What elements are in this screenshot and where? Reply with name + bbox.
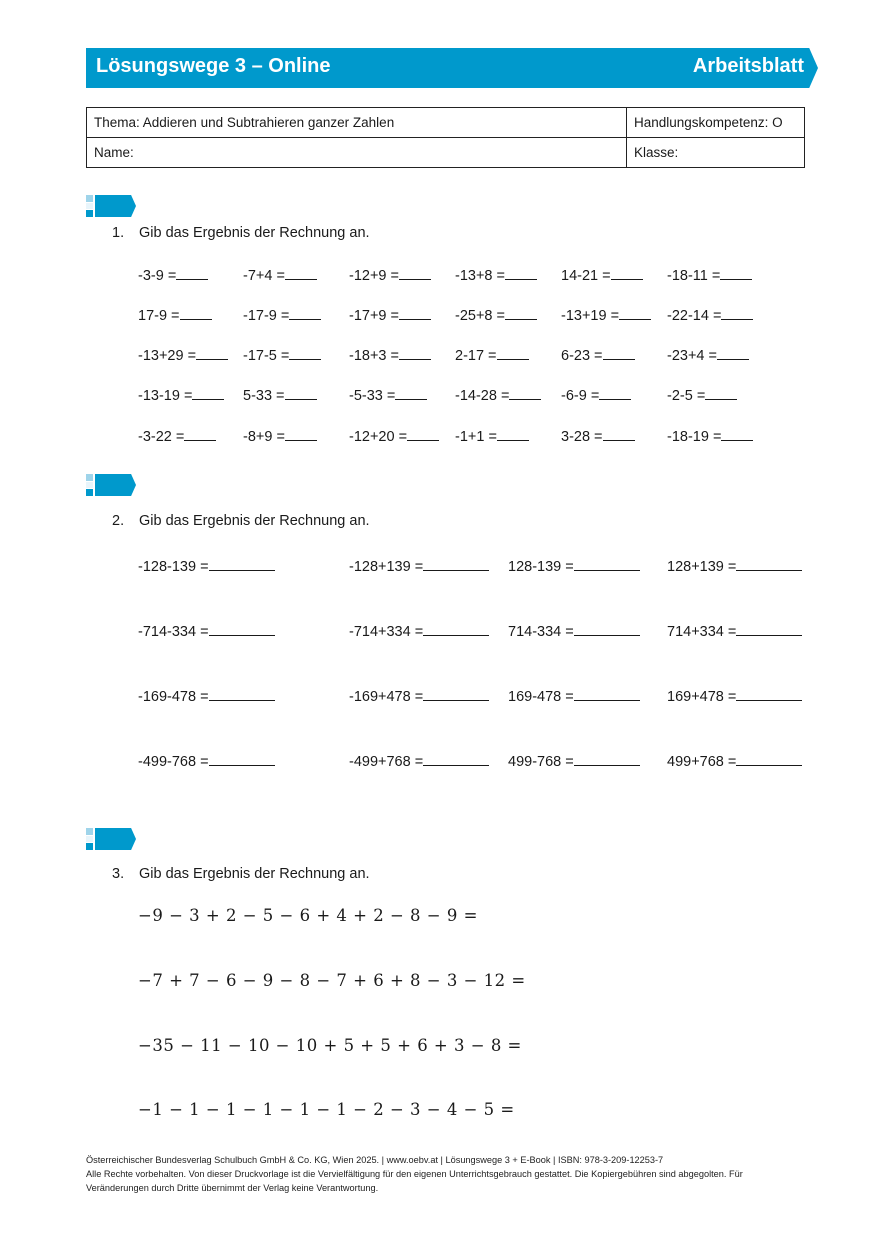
- task-3-number: 3.: [112, 866, 125, 882]
- exercise-expression: -17+9 =: [349, 308, 399, 324]
- exercise-expression: -3-22 =: [138, 429, 185, 445]
- exercise-item: [667, 385, 737, 404]
- exercise-item: [349, 751, 489, 770]
- exercise-item: [349, 385, 427, 404]
- exercise-row: [0, 385, 890, 405]
- answer-blank[interactable]: [209, 621, 275, 636]
- exercise-item: [561, 426, 635, 445]
- answer-blank[interactable]: [209, 556, 275, 571]
- exercise-expression: 3-28 =: [561, 429, 603, 445]
- answer-blank[interactable]: [209, 751, 275, 766]
- task-2-number: 2.: [112, 513, 125, 529]
- exercise-item: [667, 265, 752, 284]
- exercise-expression: -18-19 =: [667, 429, 722, 445]
- exercise-row: [0, 686, 890, 706]
- exercise-expression: -18+3 =: [349, 348, 399, 364]
- answer-blank[interactable]: [285, 385, 317, 400]
- answer-blank[interactable]: [574, 751, 640, 766]
- exercise-item: [243, 385, 317, 404]
- answer-blank[interactable]: [505, 265, 537, 280]
- math-expression: −9 − 3 + 2 − 5 − 6 + 4 + 2 − 8 − 9 =: [138, 906, 478, 925]
- competence-cell: Handlungskompetenz: O: [627, 108, 805, 138]
- answer-blank[interactable]: [611, 265, 643, 280]
- answer-blank[interactable]: [176, 265, 208, 280]
- exercise-expression: 169+478 =: [667, 689, 737, 705]
- exercise-item: [667, 426, 753, 445]
- name-field[interactable]: Name:: [87, 138, 627, 168]
- document-type-label: Arbeitsblatt: [692, 55, 804, 77]
- task-3-instruction: Gib das Ergebnis der Rechnung an.: [139, 866, 370, 882]
- exercise-item: [508, 686, 640, 705]
- answer-blank[interactable]: [736, 621, 802, 636]
- answer-blank[interactable]: [285, 426, 317, 441]
- task-3-heading: [112, 866, 370, 882]
- exercise-expression: -12+9 =: [349, 268, 399, 284]
- exercise-item: [138, 385, 224, 404]
- section-marker-1: [86, 195, 136, 217]
- exercise-expression: -169-478 =: [138, 689, 209, 705]
- exercise-item: [667, 621, 802, 640]
- exercise-expression: -499-768 =: [138, 754, 209, 770]
- exercise-row: [0, 621, 890, 641]
- answer-blank[interactable]: [736, 686, 802, 701]
- exercise-item: [349, 305, 431, 324]
- exercise-row: [0, 265, 890, 285]
- answer-blank[interactable]: [423, 621, 489, 636]
- exercise-expression: -13+8 =: [455, 268, 505, 284]
- exercise-item: [455, 385, 541, 404]
- exercise-expression: -714+334 =: [349, 624, 424, 640]
- exercise-row: [0, 751, 890, 771]
- exercise-expression: -1+1 =: [455, 429, 497, 445]
- exercise-expression: -14-28 =: [455, 388, 510, 404]
- exercise-expression: -18-11 =: [667, 268, 721, 284]
- exercise-expression: 5-33 =: [243, 388, 285, 404]
- answer-blank[interactable]: [736, 556, 802, 571]
- page-title: Lösungswege 3 – Online: [96, 55, 331, 77]
- exercise-item: [138, 686, 275, 705]
- exercise-expression: -23+4 =: [667, 348, 717, 364]
- exercise-expression: -13+29 =: [138, 348, 197, 364]
- footer-rights-line: Alle Rechte vorbehalten. Von dieser Druckvorlage ist die Vervielfältigung für den eigenen Unterrichtsgebrauch gestattet. Die Kopiergebühren sind abgegolten. Für: [86, 1169, 743, 1179]
- exercise-row: [0, 556, 890, 576]
- answer-blank[interactable]: [399, 265, 431, 280]
- answer-blank[interactable]: [721, 305, 753, 320]
- exercise-expression: 714+334 =: [667, 624, 737, 640]
- task-2-heading: [112, 513, 370, 529]
- answer-blank[interactable]: [505, 305, 537, 320]
- exercise-row: [0, 305, 890, 325]
- answer-blank[interactable]: [619, 305, 651, 320]
- exercise-item: [243, 305, 321, 324]
- exercise-item: [455, 305, 537, 324]
- exercise-row: [0, 345, 890, 365]
- exercise-item: [138, 621, 275, 640]
- exercise-expression: -13+19 =: [561, 308, 620, 324]
- exercise-expression: 128-139 =: [508, 559, 574, 575]
- answer-blank[interactable]: [285, 265, 317, 280]
- exercise-item: [349, 265, 431, 284]
- exercise-item: [561, 345, 635, 364]
- answer-blank[interactable]: [423, 556, 489, 571]
- exercise-expression: 128+139 =: [667, 559, 737, 575]
- exercise-expression: -499+768 =: [349, 754, 424, 770]
- exercise-item: [138, 345, 228, 364]
- exercise-expression: -17-5 =: [243, 348, 290, 364]
- answer-blank[interactable]: [192, 385, 224, 400]
- section-marker-3: [86, 828, 136, 850]
- exercise-item: [455, 345, 529, 364]
- math-expression: −7 + 7 − 6 − 9 − 8 − 7 + 6 + 8 − 3 − 12 =: [138, 971, 526, 990]
- section-marker-2: [86, 474, 136, 496]
- exercise-item: [667, 305, 753, 324]
- answer-blank[interactable]: [497, 345, 529, 360]
- exercise-item: [667, 751, 802, 770]
- answer-blank[interactable]: [395, 385, 427, 400]
- exercise-item: [508, 621, 640, 640]
- answer-blank[interactable]: [497, 426, 529, 441]
- topic-cell: Thema: Addieren und Subtrahieren ganzer Zahlen: [87, 108, 627, 138]
- math-expression: −1 − 1 − 1 − 1 − 1 − 1 − 2 − 3 − 4 − 5 =: [138, 1100, 515, 1119]
- exercise-item: [667, 556, 802, 575]
- exercise-item: [561, 305, 651, 324]
- answer-blank[interactable]: [603, 426, 635, 441]
- exercise-item: [561, 385, 631, 404]
- exercise-expression: -13-19 =: [138, 388, 193, 404]
- answer-blank[interactable]: [717, 345, 749, 360]
- answer-blank[interactable]: [574, 556, 640, 571]
- answer-blank[interactable]: [705, 385, 737, 400]
- exercise-expression: -22-14 =: [667, 308, 722, 324]
- exercise-expression: -5-33 =: [349, 388, 396, 404]
- exercise-item: [138, 556, 275, 575]
- exercise-expression: 499-768 =: [508, 754, 574, 770]
- footer-publisher-line: Österreichischer Bundesverlag Schulbuch GmbH & Co. KG, Wien 2025. | www.oebv.at | Lösungswege 3 + E-Book | ISBN: 978-3-209-12253-7: [86, 1155, 664, 1165]
- exercise-expression: 714-334 =: [508, 624, 574, 640]
- task-1-heading: [112, 225, 370, 241]
- exercise-item: [138, 426, 216, 445]
- footer-responsibility-line: Veränderungen durch Dritte übernimmt der Verlag keine Verantwortung.: [86, 1183, 379, 1193]
- answer-blank[interactable]: [603, 345, 635, 360]
- answer-blank[interactable]: [196, 345, 228, 360]
- exercise-expression: -8+9 =: [243, 429, 285, 445]
- exercise-item: [243, 426, 317, 445]
- answer-blank[interactable]: [574, 621, 640, 636]
- class-field[interactable]: Klasse:: [627, 138, 805, 168]
- exercise-expression: -25+8 =: [455, 308, 505, 324]
- exercise-expression: 2-17 =: [455, 348, 497, 364]
- exercise-expression: -3-9 =: [138, 268, 177, 284]
- exercise-item: [508, 556, 640, 575]
- task-2-instruction: Gib das Ergebnis der Rechnung an.: [139, 513, 370, 529]
- exercise-expression: 499+768 =: [667, 754, 737, 770]
- exercise-item: [349, 345, 431, 364]
- answer-blank[interactable]: [399, 345, 431, 360]
- math-expression: −35 − 11 − 10 − 10 + 5 + 5 + 6 + 3 − 8 =: [138, 1036, 522, 1055]
- exercise-expression: -128+139 =: [349, 559, 424, 575]
- task-1-number: 1.: [112, 225, 125, 241]
- exercise-item: [349, 621, 489, 640]
- exercise-expression: -128-139 =: [138, 559, 209, 575]
- answer-blank[interactable]: [184, 426, 216, 441]
- exercise-item: [349, 426, 439, 445]
- answer-blank[interactable]: [574, 686, 640, 701]
- exercise-expression: -714-334 =: [138, 624, 209, 640]
- exercise-item: [349, 686, 489, 705]
- exercise-item: [138, 305, 212, 324]
- exercise-expression: 169-478 =: [508, 689, 574, 705]
- exercise-item: [138, 265, 208, 284]
- answer-blank[interactable]: [599, 385, 631, 400]
- answer-blank[interactable]: [721, 426, 753, 441]
- answer-blank[interactable]: [423, 751, 489, 766]
- answer-blank[interactable]: [407, 426, 439, 441]
- exercise-expression: 14-21 =: [561, 268, 611, 284]
- exercise-item: [667, 686, 802, 705]
- answer-blank[interactable]: [423, 686, 489, 701]
- task-1-instruction: Gib das Ergebnis der Rechnung an.: [139, 225, 370, 241]
- answer-blank[interactable]: [209, 686, 275, 701]
- footer: [86, 1153, 806, 1195]
- info-table: [86, 107, 805, 168]
- exercise-item: [243, 265, 317, 284]
- exercise-item: [243, 345, 321, 364]
- exercise-item: [508, 751, 640, 770]
- answer-blank[interactable]: [289, 345, 321, 360]
- exercise-expression: -169+478 =: [349, 689, 424, 705]
- answer-blank[interactable]: [180, 305, 212, 320]
- exercise-expression: -7+4 =: [243, 268, 285, 284]
- answer-blank[interactable]: [399, 305, 431, 320]
- exercise-expression: 17-9 =: [138, 308, 180, 324]
- exercise-item: [455, 426, 529, 445]
- exercise-item: [349, 556, 489, 575]
- exercise-expression: -17-9 =: [243, 308, 290, 324]
- exercise-item: [561, 265, 643, 284]
- exercise-expression: -12+20 =: [349, 429, 408, 445]
- exercise-row: [0, 426, 890, 446]
- exercise-expression: -6-9 =: [561, 388, 600, 404]
- exercise-item: [455, 265, 537, 284]
- exercise-item: [667, 345, 749, 364]
- exercise-expression: -2-5 =: [667, 388, 706, 404]
- answer-blank[interactable]: [509, 385, 541, 400]
- answer-blank[interactable]: [289, 305, 321, 320]
- answer-blank[interactable]: [736, 751, 802, 766]
- exercise-item: [138, 751, 275, 770]
- answer-blank[interactable]: [720, 265, 752, 280]
- exercise-expression: 6-23 =: [561, 348, 603, 364]
